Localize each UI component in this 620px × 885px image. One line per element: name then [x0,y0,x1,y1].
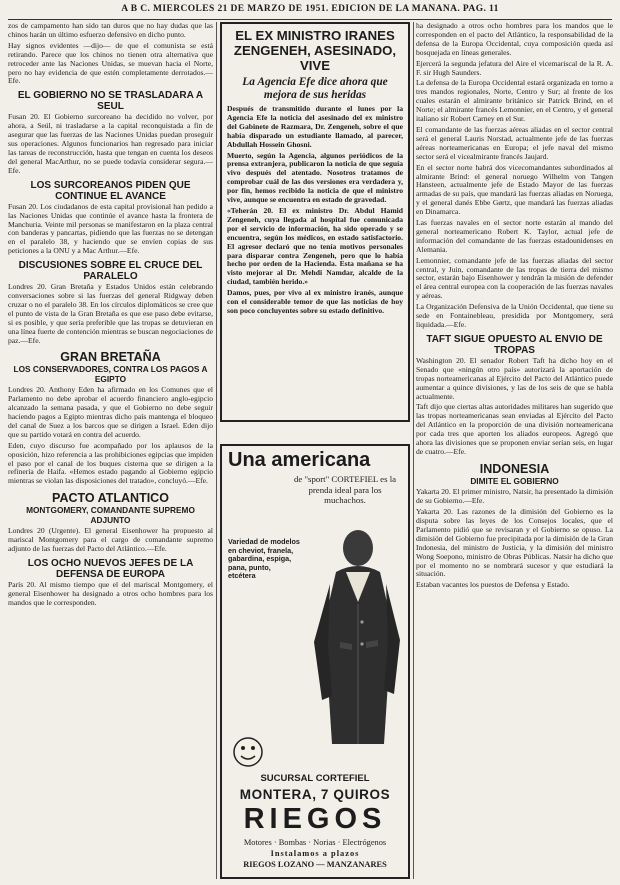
column-right [416,22,613,879]
subheadline-zengeneh: La Agencia Efe dice ahora que mejora de sus heridas [242,76,388,101]
column-left [8,22,213,879]
subheadline-egipto: LOS CONSERVADORES, CONTRA LOS PAGOS A EGIPTO [13,364,208,384]
article-paragraph: Estaban vacantes los puestos de Defensa y Estado. [416,580,570,590]
article-paragraph: En el sector norte habrá dos vicecomandantes subordinados al almirante Brind: el general noruego Wilhelm von Tangen Hansteen, actualmente jefe de Estado Mayor de las fuerzas armadas de su país, que mandará las fuerzas aliadas en Noruega, y el general danés Ebbe Gørtz, que mandará las fuerzas aliadas en Dinamarca. [416,162,613,217]
article-paragraph: «Teherán 20. El ex ministro Dr. Abdul Hamid Zengeneh, cuya llegada al hospital fue comunicada por el servicio de información, ha sido operado y se encuentra, según los médicos, en estado satisfactorio. El agresor declaró que no tenía motivos personales para disparar contra Zengeneh, pero que lo había hecho por orden de la Hacienda. Esta mañana se ha visto mejorar al Dr. Mehdi Namdar, alcalde de la ciudad, también herido.» [227,205,403,287]
article-paragraph: Yakarta 20. Las razones de la dimisión del Gobierno es la disputa sobre las leyes de los Consejos locales, que el Parlamento pidió que se revisaran y el Gobierno se opuso. La dimisión del Gobierno fue precipitada por la dimisión de la Gran Indonesia, del ministro de Justicia, y la dimisión del ministro Wong Soepono, ministro de Obras Públicas. Natsir ha dicho que por el momento no se nombrará sucesor y que estudiará la situación. [416,507,613,579]
article-paragraph: Damos, pues, por vivo al ex ministro iranés, aunque con el considerable temor de que las noticias de hoy son poco concluyentes sobre su estado definitivo. [227,288,403,315]
headline-indonesia: INDONESIA [479,461,550,476]
boxed-article-zengeneh [220,22,410,422]
article-paragraph: Hay signos evidentes —dijo— de que el comunista se está retirando. Parece que los chinos no tienen otra alternativa que retroceder ante las Naciones Unidas, se muevan hacia el Norte, pero no hay evidencia de que estén completamente derrotados.—Efe. [8,40,213,86]
page-masthead: A B C. MIERCOLES 21 DE MARZO DE 1951. EDICION DE LA MAÑANA. PAG. 11 [8,4,612,20]
article-paragraph: Taft dijo que ciertas altas autoridades militares han sugerido que las tropas norteamericanas sean enviadas al Ejército del Pacto del Atlántico en la proporción de una división norteamericana por cada tres que aporten los aliados europeos. Agregó que ahora las divisiones que se proponen enviar serían seis, en lugar de cuatro.—Efe. [416,402,613,456]
article-paragraph: Washington 20. El senador Robert Taft ha dicho hoy en el Senado que «ningún otro país» autorizará la aportación de tropas norteamericanas al Ejército del Pacto del Atlántico puede aumentar a quince divisiones, y las de los seis de que se habla actualmente. [416,355,613,401]
headline-zengeneh: EL EX MINISTRO IRANES ZENGENEH, ASESINADO, VIVE [233,28,397,73]
article-paragraph: Eden, cuyo discurso fue acompañado por los aplausos de la oposición, hizo referencia a las prohibiciones egipcias que impiden el paso por el canal de los buques cisterna que se dirigen a la refinería de Haifa. «Hemos estado pagando al Gobierno egipcio mientras se violan las disposiciones del tratado», concluyó.—Efe. [8,440,213,486]
ad-store-address: MONTERA, 7 QUIROS [239,787,391,802]
riegos-brand: RIEGOS [243,803,387,835]
mascot-face-icon [230,732,266,772]
article-paragraph: ha designado a otros ocho hombres para los mandos que le corresponden en el pacto del Atlántico, la responsabilidad de la defensa de la Europa Occidental, cuya composición queda así bosquejada en líneas generales. [416,22,613,57]
headline-gran-bretana: GRAN BRETAÑA [60,350,161,365]
article-paragraph: zos de campamento han sido tan duros que no hay dudas que las chinos harán un último esfuerzo defensivo en dicho punto. [8,22,213,39]
subheadline-montgomery: MONTGOMERY, COMANDANTE SUPREMO ADJUNTO [26,505,195,525]
article-paragraph: El comandante de las fuerzas aéreas aliadas en el sector central será el general Lauris Norstad, actualmente jefe de las fuerzas aéreas norteamericanas en Europa; el jefe naval del mismo sector será el vicealmirante francés Jaujard. [416,124,613,161]
headline-seul: EL GOBIERNO NO SE TRASLADARA A SEUL [17,90,204,113]
column-divider [216,22,217,879]
article-paragraph: La defensa de la Europa Occidental estará organizada en torno a tres mandos regionales, Norte, Centro y Sur; al frente de los cuales estarán el almirante británico sir Patrick Brind, en el Norte; el almirante francés Lemonnier, en el Centro, y el general italiano sir Robert Carney en el Sur. [416,78,613,124]
column-center [220,22,410,879]
article-paragraph: Fusan 20. El Gobierno surcoreano ha decidido no volver, por ahora, a Seúl, ni trasladarse a la capital reconquistada a fin de asegurar que las fuerzas de las Naciones Unidas puedan proseguir sus operaciones. Algunos funcionarios han regresado para iniciar las tareas de reconstrucción, hasta que tengan en cuenta los deseos del general MacArthur, no se puede todavía considerar segura.—Efe. [8,112,213,175]
article-paragraph: Londres 20. Anthony Eden ha afirmado en los Comunes que el Parlamento no debe aprobar el acuerdo financiero anglo-egipcio alcanzado la semana pasada, y que el Gobierno no debe seguir haciendo pagos a Egipto mientras dicho país mantenga el bloqueo del canal de Suez a los barcos que se dirigen a Israel. Eden dijo que su partido votará en contra del acuerdo. [8,385,213,439]
column-divider [413,22,414,879]
riegos-products: Motores · Bombas · Norias · Electrógenos [243,838,387,847]
ad-fabrics: Variedad de modelos en cheviot, franela, gabardina, espiga, pana, punto, etcétera [228,537,300,581]
article-paragraph: Muerto, según la Agencia, algunos periódicos de la prensa extranjera, publicaron la noticia de que seguía vivo después del atentado. Nosotros tratamos de comprobar cuál de las dos versiones era verdadera y, por fin, hemos recibido la noticia de que el ministro vive, aunque se encuentra en estado de gravedad. [227,150,403,205]
headline-paralelo: DISCUSIONES SOBRE EL CRUCE DEL PARALELO [18,260,203,283]
ad-store-name: SUCURSAL CORTEFIEL [260,773,370,784]
riegos-company: RIEGOS LOZANO — MANZANARES [243,860,387,869]
article-paragraph: Londres 20. Gran Bretaña y Estados Unidos están celebrando conversaciones sobre si las fuerzas del general Ridgway deben cruzar o no el paralelo 38. En los círculos diplomáticos se cree que el punto de vista de la Gran Bretaña es que ese paso debe evitarse, si es posible, y que sería preferible que las tropas se detuvieran en una línea fuerte de contención mientras se buscan negociaciones de paz.—Efe. [8,282,213,345]
riegos-installments: Instalamos a plazos [270,849,360,858]
subheadline-dimite: DIMITE EL GOBIERNO [470,475,559,486]
article-paragraph: Ejercerá la segunda jefatura del Aire el vicemariscal de la R. A. F. sir Hugh Saunders. [416,58,613,77]
article-paragraph: Lemonnier, comandante jefe de las fuerzas aliadas del sector central, y Juin, comandante de las tropas de tierra del mismo sector, estarán bajo Eisenhower y tendrán la misión de defender el área central europea con la cooperación de las fuerzas navales y aéreas. [416,255,613,301]
ad-headline: Una americana [228,449,371,471]
man-in-jacket-illustration [300,522,410,750]
article-paragraph: Londres 20 (Urgente). El general Eisenhower ha propuesto al mariscal Montgomery para el cargo de comandante supremo adjunto de las fuerzas del Pacto del Atlántico.—Efe. [8,526,213,553]
ad-tagline: de "sport" CORTEFIEL es la prenda ideal para los muchachos. [293,474,397,505]
headline-pacto-atlantico: PACTO ATLANTICO [52,491,169,506]
article-paragraph: Las fuerzas navales en el sector norte estarán al mando del general norteamericano Robert K. Taylor, actual jefe de información del comandante de las fuerzas estadounidenses en Alemania. [416,218,613,254]
headline-jefes-defensa: LOS OCHO NUEVOS JEFES DE LA DEFENSA DE EUROPA [27,557,194,580]
headline-surcoreanos: LOS SURCOREANOS PIDEN QUE CONTINUE EL AVANCE [30,179,191,202]
headline-taft: TAFT SIGUE OPUESTO AL ENVIO DE TROPAS [426,333,603,356]
article-paragraph: Fusan 20. Los ciudadanos de esta capital provisional han pedido a las Naciones Unidas que continúe el avance hasta la frontera de Manchuria. Veinte mil personas se manifestaron en la plaza central con banderas y pancartas, pidiendo que las fuerzas no se detengan en el paralelo 38, y haciendo que se envíen copias de sus peticiones a la ONU y a Mac Arthur.—Efe. [8,201,213,256]
article-paragraph: La Organización Defensiva de la Unión Occidental, que tiene su sede en Fontainebleau, presidida por Montgomery, será liquidada.—Efe. [416,302,613,329]
advertisement-cortefiel [220,444,410,879]
article-paragraph: Yakarta 20. El primer ministro, Natsir, ha presentado la dimisión de su Gobierno.—Efe. [416,487,613,506]
article-paragraph: París 20. Al mismo tiempo que el del mariscal Montgomery, el general Eisenhower ha designado a otros ocho hombres para los mandos que le corresponden. [8,579,213,607]
article-lead: Después de transmitido durante el lunes por la Agencia Efe la noticia del asesinado del ex ministro del Gabinete de Razmara, Dr. Zengeneh, sobre el que había disparado un estudiante llamado, al parecer, Abdullah Hossein Ghosni. [227,104,403,149]
